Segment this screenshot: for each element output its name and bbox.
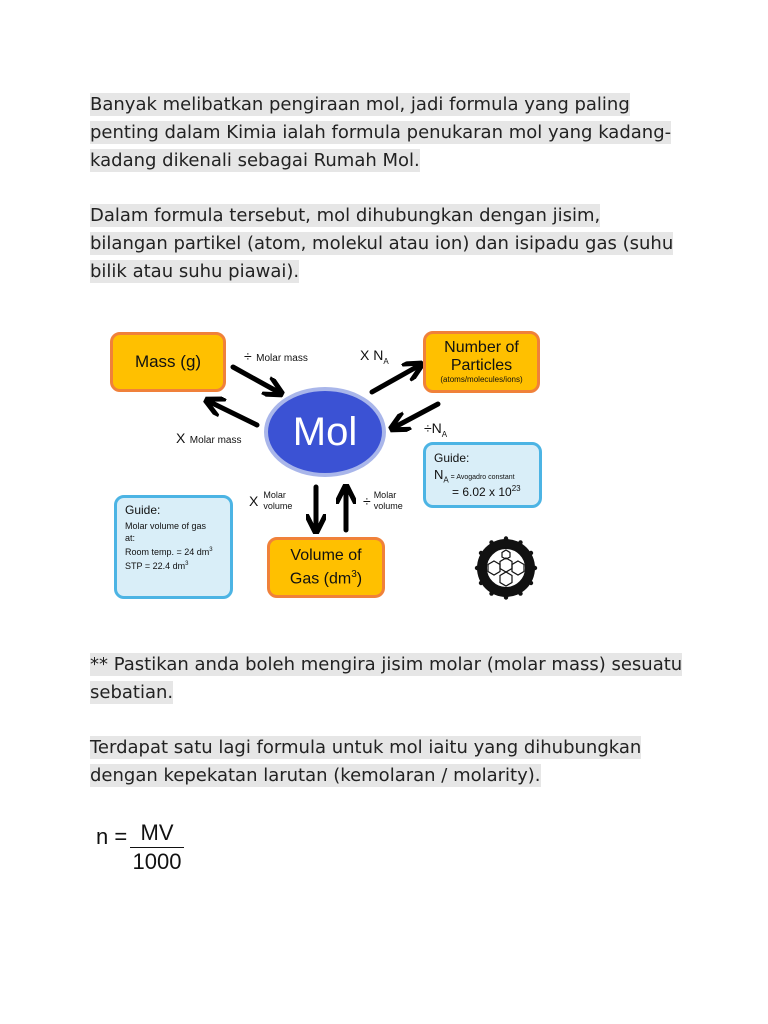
text-line: Banyak melibatkan pengiraan mol, jadi formula yang paling <box>90 94 630 115</box>
label-times-molar-mass: X Molar mass <box>176 430 242 446</box>
text-line: dengan kepekatan larutan (kemolaran / molarity). <box>90 765 541 786</box>
guide-avogadro <box>423 442 542 508</box>
guide-line: Room temp. = 24 $dm^3$ <box>125 547 213 557</box>
label-times-molar-volume: X Molar volume <box>249 490 293 511</box>
mol-label: Mol <box>292 409 358 454</box>
arrow-mol-to-mass <box>208 401 257 425</box>
label-divide-na: $\div N_A$ <box>424 420 448 440</box>
guide-na-line: $N_A$ = Avogadro constant <box>434 467 515 485</box>
volume-label-1: Volume of <box>290 547 362 565</box>
guide-title: Guide: <box>125 503 161 517</box>
text-line: ** Pastikan anda boleh mengira jisim molar (molar mass) sesuatu <box>90 654 683 675</box>
text-line: bilangan partikel (atom, molekul atau ion) dan isipadu gas (suhu <box>90 233 674 254</box>
particles-sub: (atoms/molecules/ions) <box>440 375 523 384</box>
arrow-mol-to-particles <box>372 365 420 392</box>
paragraph-intro <box>90 91 690 175</box>
particles-label-1: Number of <box>444 339 519 356</box>
text-line: Dalam formula tersebut, mol dihubungkan dengan jisim, <box>90 205 601 226</box>
text-line: penting dalam Kimia ialah formula penukaran mol yang kadang- <box>90 122 672 143</box>
atom-logo-icon <box>470 536 542 600</box>
guide-title: Guide: <box>434 451 470 465</box>
mass-label: Mass (g) <box>134 352 202 371</box>
particles-label-2: Particles <box>450 357 513 374</box>
paragraph-molarity <box>90 734 690 790</box>
formula-numerator: MV <box>130 820 184 848</box>
volume-box <box>267 537 385 598</box>
guide-line: at: <box>125 533 136 543</box>
text-line: kadang dikenali sebagai Rumah Mol. <box>90 150 420 171</box>
paragraph-molar-mass-note <box>90 651 690 707</box>
text-line: Terdapat satu lagi formula untuk mol iaitu yang dihubungkan <box>90 737 642 758</box>
guide-na-value: = 6.02 x $10^{23}$ <box>452 484 521 500</box>
label-divide-molar-volume: ÷ Molar volume <box>363 490 403 511</box>
guide-molar-volume <box>114 495 233 599</box>
label-divide-molar-mass: ÷ Molar mass <box>244 348 308 364</box>
mol-circle <box>264 387 386 477</box>
guide-line: Molar volume of gas <box>125 521 207 531</box>
text-line: bilik atau suhu piawai). <box>90 261 300 282</box>
arrow-mass-to-mol <box>233 367 280 393</box>
mass-box <box>110 332 226 392</box>
formula-lhs: n = <box>96 824 128 849</box>
formula-fraction <box>130 820 184 875</box>
volume-label-2: Gas $(dm^3)$ <box>289 569 363 588</box>
guide-line: STP = 22.4 $dm^3$ <box>125 561 189 571</box>
paragraph-formula-relation <box>90 202 690 286</box>
text-line: sebatian. <box>90 682 174 703</box>
particles-box <box>423 331 540 393</box>
label-times-na: X $N_A$ <box>360 347 389 367</box>
formula-denominator: 1000 <box>132 849 182 874</box>
